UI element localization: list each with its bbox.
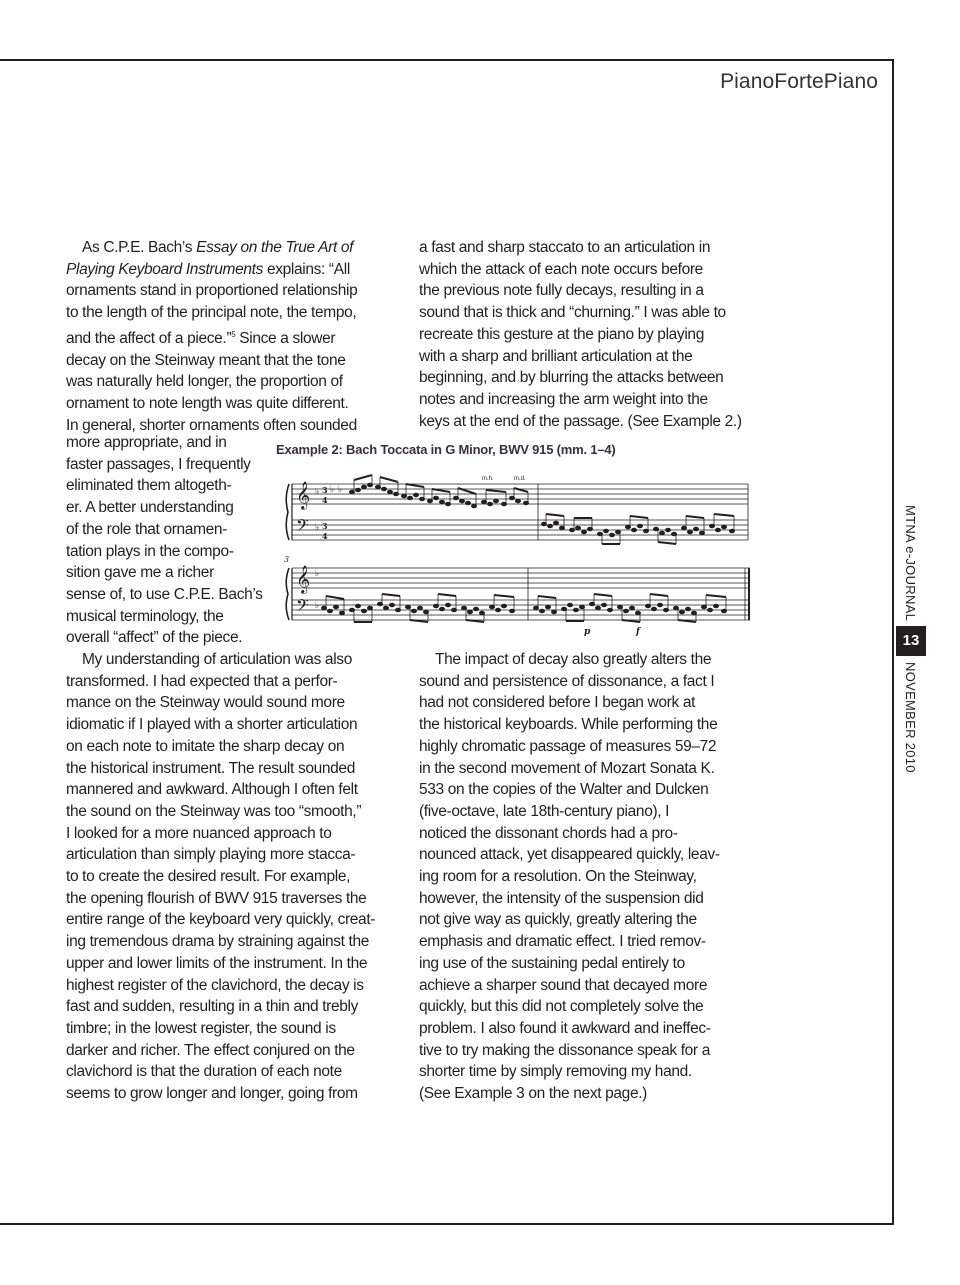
text-line: faster passages, I frequently [66,455,251,473]
text-line: (See Example 3 on the next page.) [419,1085,647,1103]
text-line: mance on the Steinway would sound more [66,694,345,712]
text-line: musical terminology, the [66,607,224,625]
dynamic-marking: p [584,627,591,637]
text-line: seems to grow longer and longer, going from [66,1085,358,1103]
text-line: the sound on the Steinway was too “smooth,” [66,802,362,820]
text-line: ing use of the sustaining pedal entirely to [419,954,685,972]
text-line: sition gave me a richer [66,564,214,582]
text-line: (five-octave, late 18th-century piano), I [419,802,670,820]
text-line [66,237,411,259]
text-line: noticed the dissonant chords had a pro- [419,824,678,842]
text-line: on each note to imitate the sharp decay on [66,737,345,755]
flat-sign-icon: ♭ [315,523,320,533]
right-column-paragraph-1 [419,237,764,432]
dynamic-marking: f [636,627,640,637]
text-line: highly chromatic passage of measures 59–72 [419,737,717,755]
page-frame-top-rule [0,59,894,61]
text-line: ing tremendous drama by straining against the [66,933,370,951]
footnote-marker: 5 [231,329,236,339]
text-line: sound and persistence of dissonance, a fact I [419,672,715,690]
text-line: highest register of the clavichord, the decay is [66,976,364,994]
text-line: articulation than simply playing more stacca- [66,846,356,864]
text-run: explains: “All [262,260,350,278]
text-line: eliminated them altogeth- [66,477,232,495]
text-line: timbre; in the lowest register, the sound is [66,1019,336,1037]
text-line [66,324,411,350]
text-line: not give way as quickly, greatly altering the [419,911,697,929]
flat-sign-icon: ♭ [315,569,320,579]
text-line: ornament to note length was quite different. [66,395,349,413]
text-line: nounced attack, yet disappeared quickly, leav- [419,846,720,864]
text-line: ornaments stand in proportioned relationship [66,282,358,300]
text-line: In general, shorter ornaments often sounded [66,416,357,434]
svg-text:m.d.: m.d. [514,476,526,482]
text-line: transformed. I had expected that a perfor- [66,672,338,690]
text-line: with a sharp and brilliant articulation at the [419,347,693,365]
text-line: beginning, and by blurring the attacks between [419,369,724,387]
text-line: notes and increasing the arm weight into the [419,390,708,408]
text-line: the historical keyboards. While performing the [419,716,718,734]
text-line: the previous note fully decays, resulting in a [419,282,704,300]
book-title: Playing Keyboard Instruments [66,260,263,278]
system-1-staves [286,484,748,540]
flat-sign-icon: ♭ [315,601,320,611]
sidebar-tab [894,505,926,785]
text-line: tive to try making the dissonance speak for a [419,1041,710,1059]
text-line: was naturally held longer, the proportion of [66,373,343,391]
svg-text:♭: ♭ [338,484,343,494]
text-line: quickly, but this did not completely solve the [419,998,704,1016]
text-line: the historical instrument. The result sounded [66,759,355,777]
text-line: decay on the Steinway meant that the tone [66,351,346,369]
text-line: overall “affect” of the piece. [66,629,243,647]
text-run: and the affect of a piece.” [66,329,232,347]
time-signature-icon: 4 [322,495,328,505]
text-line: 533 on the copies of the Walter and Dulcken [419,781,709,799]
bass-clef-icon: 𝄢 [296,595,309,619]
left-column-paragraph-2 [66,649,411,1105]
text-line: er. A better understanding [66,499,234,517]
system-2-notes [284,555,727,637]
flat-sign-icon: ♭ [315,487,320,497]
text-run: As C.P.E. Bach’s [82,239,197,256]
text-line: recreate this gesture at the piano by playing [419,325,704,343]
text-line: to the length of the principal note, the tempo, [66,304,357,322]
left-column-paragraph-1 [66,237,411,436]
text-line: had not considered before I began work at [419,694,696,712]
text-line: which the attack of each note occurs before [419,260,703,278]
journal-name: MTNA e-JOURNAL [903,505,918,622]
text-line: entire range of the keyboard very quickly, creat- [66,911,376,929]
bass-clef-icon: 𝄢 [296,515,309,539]
system-1-notes [330,475,735,544]
example-caption: Example 2: Bach Toccata in G Minor, BWV 915 (mm. 1–4) [276,442,616,457]
text-line: sound that is thick and “churning.” I was able to [419,304,726,322]
issue-date: NOVEMBER 2010 [903,662,918,773]
left-column-wrap-text [66,432,271,649]
text-line: more appropriate, and in [66,434,227,451]
text-line: emphasis and dramatic effect. I tried remov- [419,933,706,951]
text-line: clavichord is that the duration of each note [66,1063,342,1081]
time-signature-icon: 3 [322,485,328,495]
score-svg [282,468,754,640]
time-signature-icon: 3 [322,521,328,531]
text-line: to to create the desired result. For example, [66,868,351,886]
text-line: idiomatic if I played with a shorter articulation [66,716,358,734]
clefs-and-signatures [296,481,328,619]
text-line: shorter time by simply removing my hand. [419,1063,692,1081]
text-run: Since a slower [235,329,336,347]
text-line: a fast and sharp staccato to an articulation in [419,239,711,256]
text-line: keys at the end of the passage. (See Example 2.) [419,412,742,430]
text-line: upper and lower limits of the instrument. In the [66,954,368,972]
svg-text:♭: ♭ [330,484,335,494]
right-column-paragraph-2 [419,649,764,1105]
text-line: problem. I also found it awkward and ineffec- [419,1019,711,1037]
text-line: darker and richer. The effect conjured on the [66,1041,355,1059]
text-line: the opening flourish of BWV 915 traverses the [66,889,367,907]
text-line: sense of, to use C.P.E. Bach’s [66,585,263,603]
measure-number: 3 [284,555,290,564]
svg-text:m.h.: m.h. [482,476,494,482]
text-line: My understanding of articulation was also [82,651,352,668]
page-number: 13 [896,626,926,656]
text-line: of the role that ornamen- [66,520,227,538]
text-line: tation plays in the compo- [66,542,234,560]
music-example-score [282,468,754,640]
book-title: Essay on the True Art of [196,239,354,256]
text-line [66,259,411,281]
treble-clef-icon: 𝄞 [296,481,311,509]
page-frame-bottom-rule [0,1223,894,1225]
running-head: PianoFortePiano [720,70,878,93]
treble-clef-icon: 𝄞 [296,565,311,593]
time-signature-icon: 4 [322,531,328,541]
text-line: I looked for a more nuanced approach to [66,824,332,842]
text-line: fast and sudden, resulting in a thin and trebly [66,998,359,1016]
text-line: mannered and awkward. Although I often felt [66,781,358,799]
text-line: ing room for a resolution. On the Steinway, [419,868,697,886]
text-line: in the second movement of Mozart Sonata K. [419,759,715,777]
text-line: achieve a sharper sound that decayed more [419,976,708,994]
text-line: however, the intensity of the suspension did [419,889,704,907]
text-line: The impact of decay also greatly alters the [435,651,712,668]
